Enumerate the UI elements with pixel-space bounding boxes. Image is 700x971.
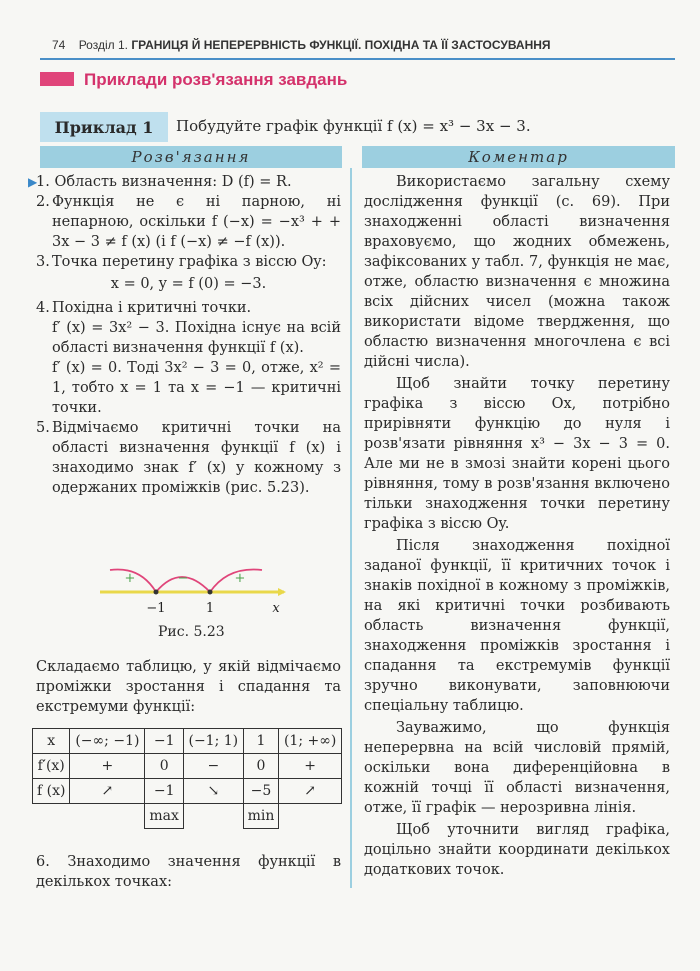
- step-2: [36, 192, 341, 252]
- axis-label: x: [272, 601, 280, 616]
- section-title: Приклади розв'язання завдань: [84, 70, 348, 89]
- table-cell: +: [279, 754, 342, 779]
- step-5-number: 5.: [36, 420, 50, 436]
- table-cell: ↗: [279, 779, 342, 804]
- table-row-derivative: [33, 754, 342, 779]
- step-2-text: Функція не є ні парною, ні непарною, оскільки f (−x) = −x³ + + 3x − 3 ≠ f (x) (і f (−x) ≠ −f (x)).: [52, 194, 341, 250]
- comment-paragraph-1: Використаємо загальну схему дослідження функції (с. 69). При знаходженні області визначення враховуємо, що жодних обмежень, зафіксованих у табл. 7, функція не має, отже, областю визначення є множина всіх дійсних чисел (можна також використати відоме твердження, що областю визначення многочлена є всі дійсні числа).: [364, 174, 670, 370]
- table-cell: (1; +∞): [279, 729, 342, 754]
- point-label-left: −1: [146, 601, 166, 616]
- table-cell-empty: [70, 804, 145, 829]
- step-3: [36, 252, 341, 272]
- comment-paragraph-3: Після знаходження похідної заданої функції, її критичних точок і знаків похідної в кожному з проміжків, на які критичні точки розбивають область визначення функції, знаходження проміжків зростання і спадання та екстремумів функції зручно виконувати, заповнюючи спеціальну таблицю.: [364, 538, 670, 714]
- step-3-number: 3.: [36, 254, 50, 270]
- figure-caption: Рис. 5.23: [158, 624, 225, 640]
- table-cell: 1: [243, 729, 279, 754]
- comment-paragraph-2: Щоб знайти точку перетину графіка з віссю Ox, потрібно прирівняти функцію до нуля і розв'язати рівняння x³ − 3x − 3 = 0. Але ми не в змозі знайти корені цього рівняння, тому в розв'язання включено тільки знаходження точки перетину графіка з віссю Oy.: [364, 376, 670, 532]
- step-1-text: 1. Область визначення: D (f) = R.: [36, 174, 292, 190]
- header-rule: [40, 58, 675, 60]
- solution-column: [28, 172, 341, 498]
- comment-heading: Коментар: [362, 146, 675, 168]
- table-cell: (−∞; −1): [70, 729, 145, 754]
- sign-left: +: [124, 571, 136, 586]
- table-row-function: [33, 779, 342, 804]
- step-4-text-a: Похідна і критичні точки.: [52, 300, 252, 316]
- step-2-number: 2.: [36, 194, 50, 210]
- comment-paragraph-4: Зауважимо, що функція неперервна на всій числовій прямій, оскільки вона диференційовна в кожній точці її області визначення, отже, її графік — нерозривна лінія.: [364, 720, 670, 816]
- table-cell: −1: [145, 779, 184, 804]
- comment-paragraph-5: Щоб уточнити вигляд графіка, доцільно знайти координати декількох додаткових точок.: [364, 822, 670, 878]
- comment-column: [364, 172, 670, 880]
- table-cell: ↘: [183, 779, 243, 804]
- critical-point-right: [208, 590, 213, 595]
- table-cell: 0: [145, 754, 184, 779]
- step-4-text-c: f′ (x) = 0. Тоді 3x² − 3 = 0, отже, x² = 1, тобто x = 1 та x = −1 — критичні точки.: [52, 360, 341, 416]
- chapter-prefix: Розділ 1.: [78, 38, 128, 52]
- table-cell: 0: [243, 754, 279, 779]
- step-4-number: 4.: [36, 300, 50, 316]
- table-cell: f′(x): [33, 754, 70, 779]
- table-row-extrema: [33, 804, 342, 829]
- step-4-text-b: f′ (x) = 3x² − 3. Похідна існує на всій області визначення функції f (x).: [52, 320, 341, 356]
- sign-middle: −: [177, 571, 189, 586]
- sign-right: +: [234, 571, 246, 586]
- table-cell-empty: [279, 804, 342, 829]
- extremum-max: max: [145, 804, 184, 829]
- extremum-min: min: [243, 804, 279, 829]
- table-cell: +: [70, 754, 145, 779]
- step-4: [36, 298, 341, 418]
- table-cell-empty: [33, 804, 70, 829]
- critical-point-left: [154, 590, 159, 595]
- page-number: 74: [52, 38, 66, 52]
- section-marker: [40, 72, 74, 86]
- step-5-text: Відмічаємо критичні точки на області визначення функції f (x) і знаходимо знак f′ (x) у кожному з одержаних проміжків (рис. 5.23).: [52, 420, 341, 496]
- step-1: [28, 172, 341, 192]
- table-cell: −1: [145, 729, 184, 754]
- table-cell: −: [183, 754, 243, 779]
- table-cell: (−1; 1): [183, 729, 243, 754]
- axis-arrow-icon: [278, 588, 286, 596]
- example-task: Побудуйте графік функції f (x) = x³ − 3x − 3.: [176, 117, 531, 135]
- marker-arrow-icon: ▶: [28, 175, 38, 189]
- chapter-title: ГРАНИЦЯ Й НЕПЕРЕРВНІСТЬ ФУНКЦІЇ. ПОХІДНА ТА ЇЇ ЗАСТОСУВАННЯ: [131, 38, 551, 52]
- table-cell: f (x): [33, 779, 70, 804]
- table-cell-empty: [183, 804, 243, 829]
- table-cell: ↗: [70, 779, 145, 804]
- point-label-right: 1: [205, 601, 215, 616]
- column-divider: [350, 168, 352, 888]
- sign-diagram: [90, 562, 290, 618]
- step-5: [36, 418, 341, 498]
- step-6: 6. Знаходимо значення функції в декількох точках:: [36, 854, 341, 890]
- sign-table: [32, 728, 342, 829]
- table-cell: x: [33, 729, 70, 754]
- step-3-text: Точка перетину графіка з віссю Oy:: [52, 254, 327, 270]
- table-intro: Складаємо таблицю, у якій відмічаємо проміжки зростання і спадання та екстремуми функції:: [36, 659, 341, 715]
- example-label: Приклад 1: [40, 112, 168, 142]
- solution-heading: Розв'язання: [40, 146, 342, 168]
- table-row-header: [33, 729, 342, 754]
- table-cell: −5: [243, 779, 279, 804]
- step-3-equation: x = 0, y = f (0) = −3.: [110, 276, 267, 292]
- running-header: [52, 38, 551, 52]
